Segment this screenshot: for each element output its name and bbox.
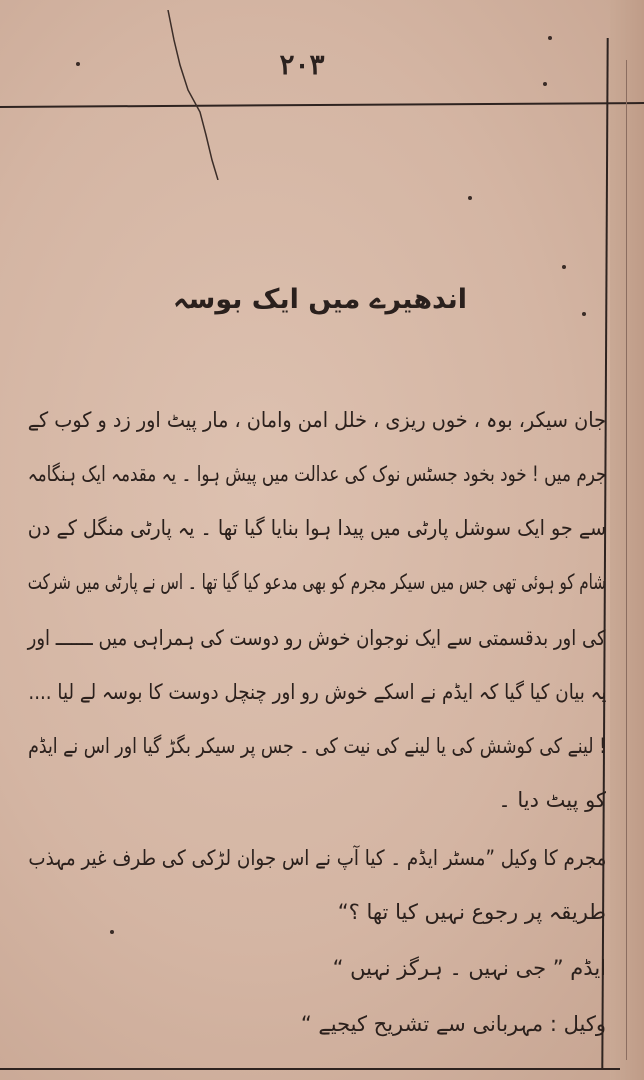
page-edge [610, 0, 644, 1080]
text-line: ایڈم ” جی نہیں ۔ ہرگز نہیں “ [332, 956, 606, 980]
article-title: اندھیرے میں ایک بوسہ [172, 284, 468, 315]
text-line: طریقہ پر رجوع نہیں کیا تھا ؟“ [337, 900, 606, 924]
text-line: سے جو ایک سوشل پارٹی میں پیدا ہوا بنایا گیا تھا ۔ یہ پارٹی منگل کے دن [27, 516, 606, 540]
page-number: ۲۰۳ [279, 48, 325, 81]
paper-speck [468, 196, 472, 200]
text-line: کی اور بدقسمتی سے ایک نوجوان خوش رو دوست کی ہمراہی میں ـــــــ اور [28, 626, 606, 650]
text-line: ! لینے کی کوشش کی یا لینے کی نیت کی ۔ جس پر سیکر بگڑ گیا اور اس نے ایڈم [27, 734, 606, 758]
text-line: مجرم کا وکیل ”مسٹر ایڈم ۔ کیا آپ نے اس جوان لڑکی کی طرف غیر مہذب [27, 846, 606, 870]
paper-speck [562, 265, 566, 269]
text-line: جرم میں ! خود بخود جسٹس نوک کی عدالت میں پیش ہوا ۔ یہ مقدمہ ایک ہنگامہ [27, 462, 606, 486]
paper-speck [548, 36, 552, 40]
paper-speck [543, 82, 547, 86]
text-line: شام کو ہوئی تھی جس میں سیکر مجرم کو بھی مدعو کیا گیا تھا ۔ اس نے پارٹی میں شرکت [27, 570, 606, 594]
paper-speck [582, 312, 586, 316]
text-line: کو پیٹ دیا ۔ [498, 788, 606, 812]
text-line: یہ بیان کیا گیا کہ ایڈم نے اسکے خوش رو اور چنچل دوست کا بوسہ لے لیا .... [27, 680, 606, 704]
footer-rule [0, 1068, 620, 1070]
right-margin-rule-faint [626, 60, 627, 1060]
paper-speck [110, 930, 114, 934]
text-line: وکیل : مہربانی سے تشریح کیجیے “ [300, 1012, 606, 1036]
paper-speck [76, 62, 80, 66]
paper-crack [160, 10, 220, 180]
header-rule [0, 102, 644, 108]
text-line: جان سیکر، بوہ ، خوں ریزی ، خلل امن وامان ، مار پیٹ اور زد و کوب کے [27, 408, 606, 432]
